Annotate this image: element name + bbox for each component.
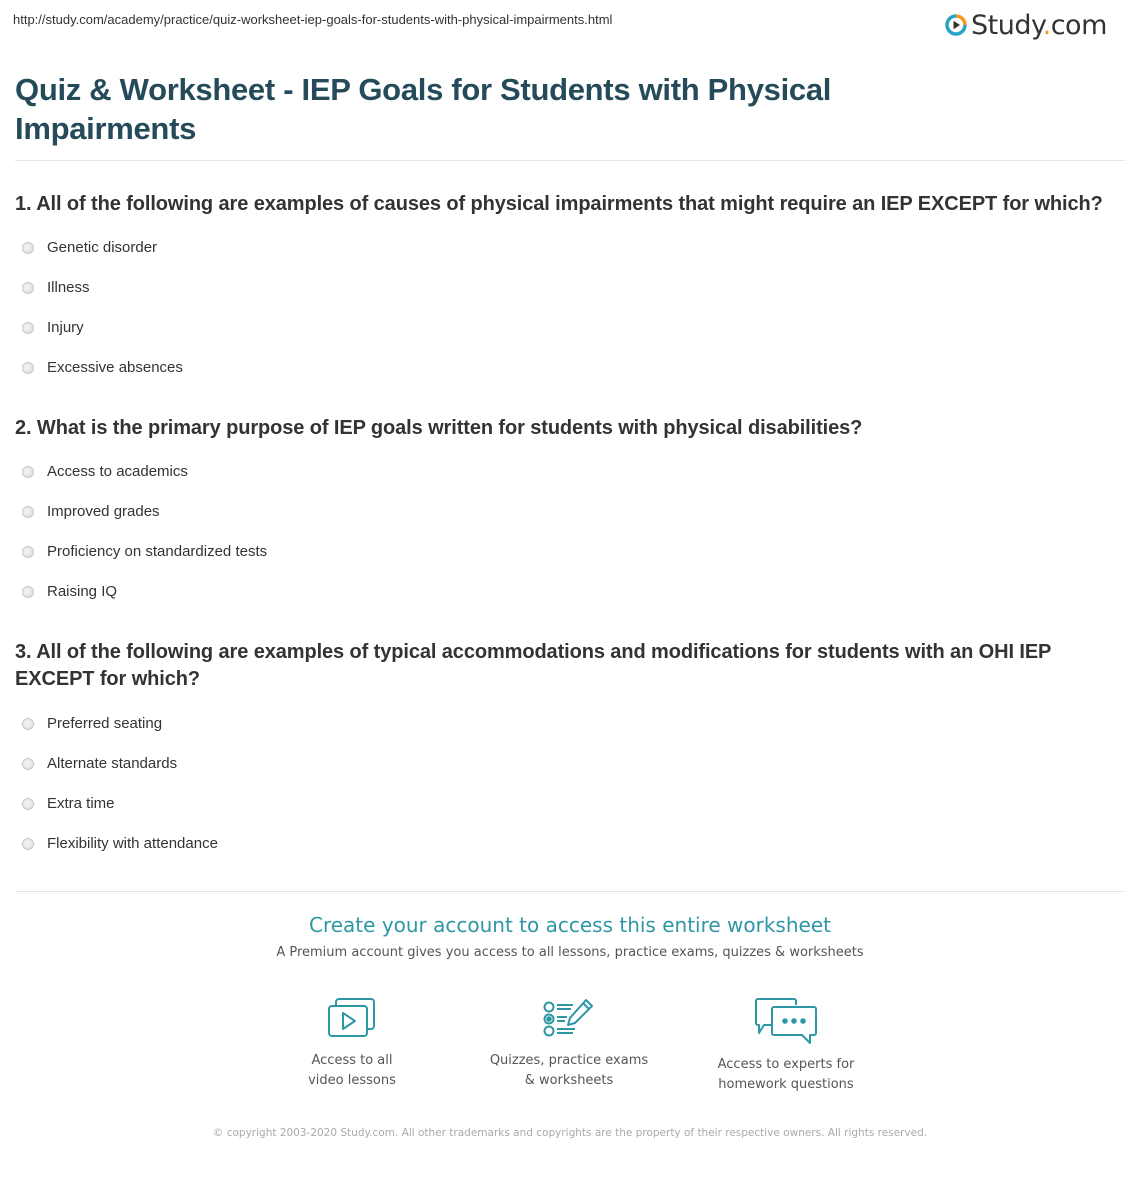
radio-button[interactable] [22, 282, 34, 294]
quiz-checklist-icon [541, 995, 597, 1041]
page-url: http://study.com/academy/practice/quiz-worksheet-iep-goals-for-students-with-physical-impairments.html [13, 12, 613, 27]
feature-label: Quizzes, practice exams & worksheets [489, 1053, 649, 1088]
radio-button[interactable] [22, 466, 34, 478]
create-account-link[interactable]: Create your account to access this entire worksheet [309, 913, 831, 937]
logo-text: Study.com [971, 9, 1107, 41]
question-1: 1. All of the following are examples of causes of physical impairments that might require an IEP EXCEPT for which? [15, 193, 1103, 215]
title-divider [15, 160, 1125, 161]
q2-option-4[interactable]: Raising IQ [22, 581, 117, 601]
radio-button[interactable] [22, 546, 34, 558]
radio-button[interactable] [22, 758, 34, 770]
chat-bubbles-icon [754, 995, 818, 1045]
feature-video-lessons [252, 995, 452, 1091]
q1-option-3[interactable]: Injury [22, 317, 84, 337]
q1-option-2[interactable]: Illness [22, 277, 90, 297]
copyright-footer: © copyright 2003-2020 Study.com. All other trademarks and copyrights are the property of their respective owners. All rights reserved. [212, 1127, 928, 1139]
q2-option-2[interactable]: Improved grades [22, 501, 160, 521]
q3-option-4[interactable]: Flexibility with attendance [22, 833, 218, 853]
radio-button[interactable] [22, 586, 34, 598]
q2-option-3[interactable]: Proficiency on standardized tests [22, 541, 267, 561]
q1-option-1[interactable]: Genetic disorder [22, 237, 157, 257]
q3-option-2[interactable]: Alternate standards [22, 753, 177, 773]
radio-button[interactable] [22, 798, 34, 810]
feature-quizzes [469, 995, 669, 1091]
question-2: 2. What is the primary purpose of IEP goals written for students with physical disabilities? [15, 417, 863, 439]
q2-option-1[interactable]: Access to academics [22, 461, 188, 481]
feature-label: Access to experts for homework questions [717, 1057, 855, 1092]
video-lessons-icon [326, 995, 378, 1041]
feature-experts [686, 995, 886, 1095]
cta-subtitle: A Premium account gives you access to all lessons, practice exams, quizzes & worksheets [276, 945, 864, 960]
study-logo[interactable] [945, 8, 1107, 42]
question-3: 3. All of the following are examples of typical accommodations and modifications for students with an OHI IEP EXCEPT for which? [15, 641, 1051, 690]
radio-button[interactable] [22, 506, 34, 518]
page-title: Quiz & Worksheet - IEP Goals for Students with Physical Impairments [15, 72, 832, 146]
q3-option-3[interactable]: Extra time [22, 793, 115, 813]
play-logo-icon [945, 14, 967, 36]
cta-divider [15, 891, 1125, 892]
q3-option-1[interactable]: Preferred seating [22, 713, 162, 733]
radio-button[interactable] [22, 362, 34, 374]
feature-label: Access to all video lessons [308, 1053, 396, 1088]
q1-option-4[interactable]: Excessive absences [22, 357, 183, 377]
radio-button[interactable] [22, 718, 34, 730]
radio-button[interactable] [22, 322, 34, 334]
radio-button[interactable] [22, 838, 34, 850]
radio-button[interactable] [22, 242, 34, 254]
